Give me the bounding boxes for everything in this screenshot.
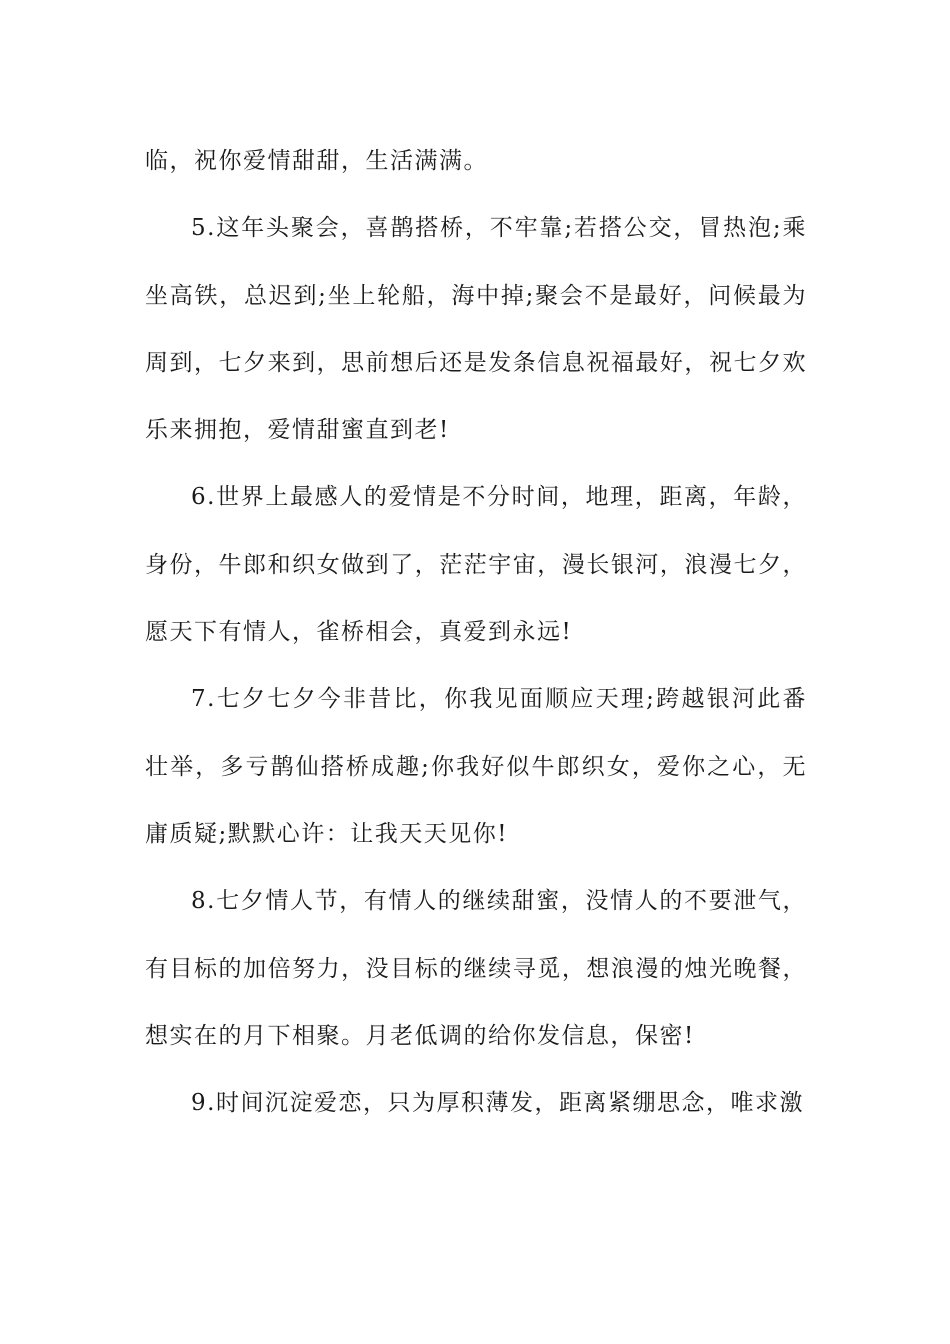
document-body	[145, 128, 807, 1137]
paragraph-item-8: 8.七夕情人节，有情人的继续甜蜜，没情人的不要泄气，有目标的加倍努力，没目标的继续寻觅，想浪漫的烛光晚餐，想实在的月下相聚。月老低调的给你发信息，保密!	[145, 888, 807, 1049]
paragraph-item-6: 6.世界上最感人的爱情是不分时间，地理，距离，年龄，身份，牛郎和织女做到了，茫茫宇宙，漫长银河，浪漫七夕，愿天下有情人，雀桥相会，真爱到永远!	[145, 484, 807, 646]
paragraph-continuation: 临，祝你爱情甜甜，生活满满。	[145, 148, 488, 174]
paragraph-item-7: 7.七夕七夕今非昔比，你我见面顺应天理;跨越银河此番壮举，多亏鹊仙搭桥成趣;你我好似牛郎织女，爱你之心，无庸质疑;默默心许：让我天天见你!	[145, 686, 807, 847]
paragraph-item-5: 5.这年头聚会，喜鹊搭桥，不牢靠;若搭公交，冒热泡;乘坐高铁，总迟到;坐上轮船，海中掉;聚会不是最好，问候最为周到，七夕来到，思前想后还是发条信息祝福最好，祝七夕欢乐来拥抱，爱情甜蜜直到老!	[145, 215, 807, 444]
paragraph-item-9: 9.时间沉淀爱恋，只为厚积薄发，距离紧绷思念，唯求激	[191, 1090, 804, 1117]
